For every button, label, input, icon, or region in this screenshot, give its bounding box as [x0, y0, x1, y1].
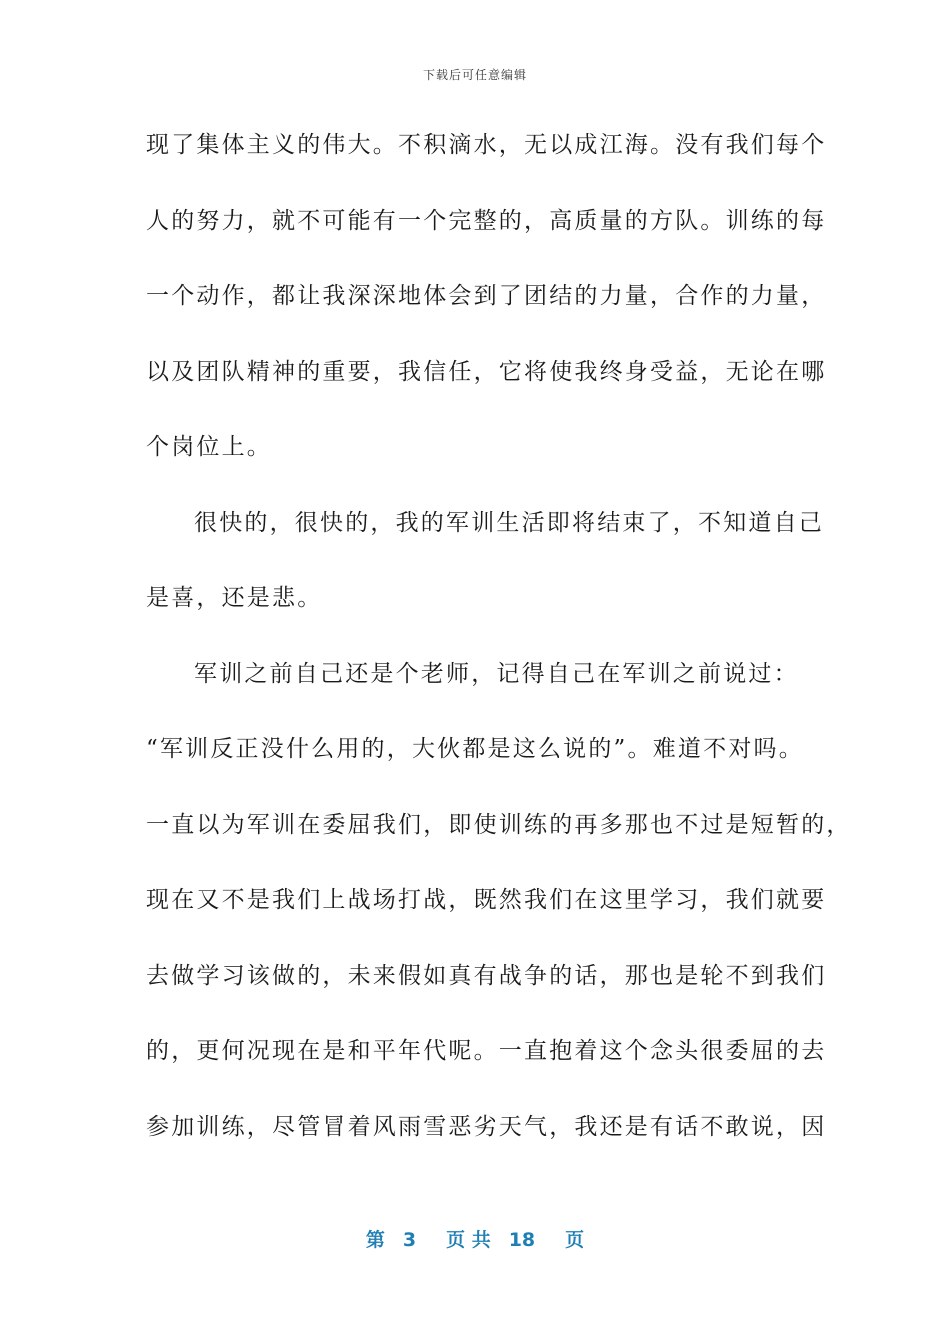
- page-prefix: 第: [365, 1229, 385, 1251]
- paragraph-start-line: 军训之前自己还是个老师，记得自己在军训之前说过：: [194, 660, 799, 687]
- text-line: 一个动作，都让我深深地体会到了团结的力量，合作的力量，: [146, 283, 827, 309]
- text-line: 参加训练，尽管冒着风雨雪恶劣天气，我还是有话不敢说，因: [146, 1113, 827, 1140]
- text-line: 人的努力，就不可能有一个完整的，高质量的方队。训练的每: [146, 207, 827, 234]
- text-line: 以及团队精神的重要，我信任，它将使我终身受益，无论在哪: [146, 358, 827, 385]
- text-line: 的，更何况现在是和平年代呢。一直抱着这个念头很委屈的去: [146, 1038, 827, 1064]
- total-pages-number: 18: [508, 1229, 536, 1251]
- page-middle-text: 页 共: [446, 1229, 491, 1251]
- text-line: 现在又不是我们上战场打战，既然我们在这里学习，我们就要: [146, 887, 827, 913]
- page-suffix: 页: [565, 1229, 585, 1251]
- page-number-footer: [0, 1225, 950, 1252]
- current-page-number: 3: [402, 1229, 417, 1251]
- text-line: 一直以为军训在委屈我们，即使训练的再多那也不过是短暂的，: [146, 811, 852, 838]
- text-line: 去做学习该做的，未来假如真有战争的话，那也是轮不到我们: [146, 962, 827, 989]
- text-line: 个岗位上。: [146, 434, 272, 460]
- page-header-note: 下载后可任意编辑: [422, 68, 527, 82]
- text-line: 是喜，还是悲。: [146, 585, 323, 611]
- document-body: [146, 124, 852, 1181]
- text-line: 现了集体主义的伟大。不积滴水，无以成江海。没有我们每个: [146, 132, 827, 158]
- paragraph-start-line: 很快的，很快的，我的军训生活即将结束了，不知道自己: [194, 509, 824, 536]
- text-line: “军训反正没什么用的，大伙都是这么说的”。难道不对吗。: [146, 736, 804, 762]
